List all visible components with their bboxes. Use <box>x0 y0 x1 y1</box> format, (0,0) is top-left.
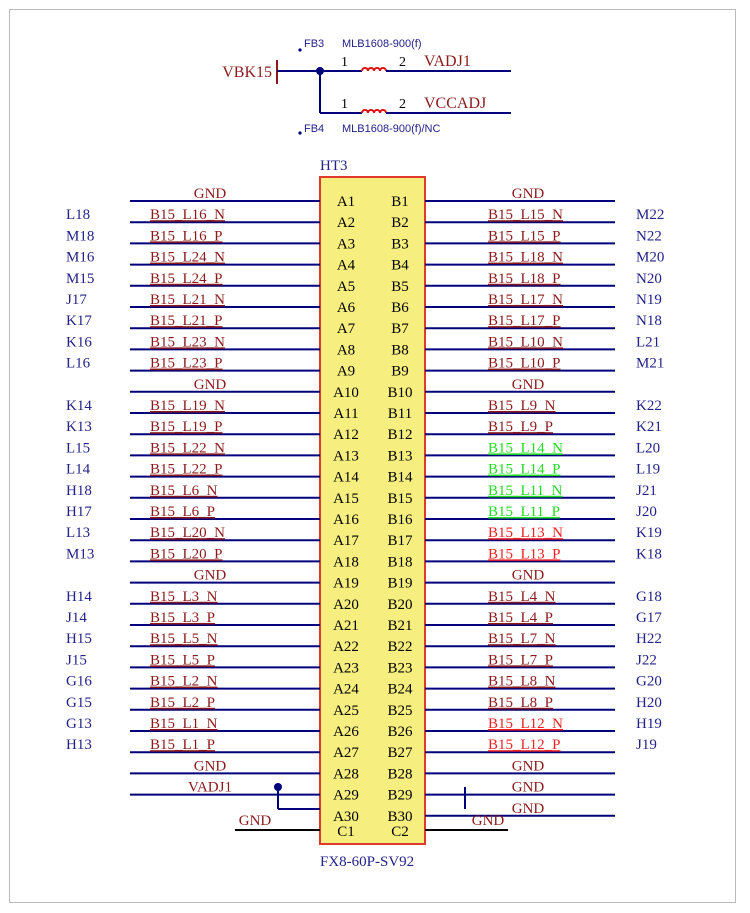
right-net-label: B15_L9_N <box>488 398 556 414</box>
left-net-label: B15_L19_N <box>150 398 225 414</box>
left-net-label: B15_L2_P <box>150 694 216 711</box>
right-ball-label: J22 <box>636 652 657 669</box>
pin-number-a: A26 <box>333 724 359 740</box>
right-ball-label: L19 <box>636 461 661 478</box>
pin-number-a: A8 <box>336 342 356 359</box>
pin-number-b: B26 <box>387 724 413 740</box>
pin-number-b: B23 <box>387 660 413 677</box>
right-net-label: B15_L13_N <box>488 525 563 542</box>
pin-number-b: B8 <box>391 342 409 359</box>
pin-number-a: A19 <box>333 575 359 592</box>
left-net-label: B15_L1_N <box>150 716 218 732</box>
connector-body <box>320 177 425 844</box>
left-net-label: B15_L23_P <box>150 355 223 372</box>
pin-number-b: B17 <box>387 533 413 550</box>
pin-number-a: A18 <box>333 554 359 571</box>
right-ball-label: K21 <box>636 419 662 436</box>
fb3-ref: FB3 <box>304 38 325 50</box>
right-net-label: B15_L14_P <box>488 461 561 478</box>
pin-number-a: A29 <box>333 787 359 804</box>
fb4-ref: FB4 <box>304 123 325 135</box>
pin-number-a: A13 <box>333 448 359 465</box>
fb4-pin1-number: 1 <box>341 97 348 112</box>
left-ball-label: M15 <box>66 270 95 287</box>
pin-number-a: A23 <box>333 660 359 677</box>
pin-number-a: A1 <box>336 194 356 210</box>
right-net-label: B15_L17_P <box>488 313 561 330</box>
pin-number-b: B13 <box>387 448 413 465</box>
pin-number-a: A10 <box>333 384 359 401</box>
right-ball-label: K18 <box>636 546 662 563</box>
pin-number-b: B12 <box>387 427 413 444</box>
pin-number-b: B10 <box>387 384 413 401</box>
left-net-label: B15_L6_P <box>150 504 216 520</box>
pin-number-a: A7 <box>336 321 356 338</box>
left-ball-label: L15 <box>66 440 91 457</box>
right-net-label: B15_L4_N <box>488 588 556 605</box>
right-net-label: B15_L12_P <box>488 737 561 754</box>
right-ball-label: G18 <box>636 588 662 605</box>
left-ball-label: H18 <box>66 482 92 499</box>
right-net-label: B15_L18_P <box>488 270 561 287</box>
pin-number-a: A3 <box>336 236 356 253</box>
pin-number-a: A14 <box>333 469 359 486</box>
right-net-label: B15_L15_N <box>488 207 563 224</box>
left-net-label: B15_L16_N <box>150 207 225 224</box>
pin-number-b: B19 <box>387 575 413 592</box>
right-net-label: B15_L18_N <box>488 249 563 266</box>
pin-number-b: B20 <box>387 596 413 613</box>
left-net-label: B15_L20_N <box>150 525 225 542</box>
right-ball-label: J20 <box>636 504 657 520</box>
left-ball-label: L14 <box>66 461 91 478</box>
right-net-label: B15_L10_N <box>488 334 563 351</box>
right-ball-label: M20 <box>636 249 665 266</box>
right-net-label: B15_L10_P <box>488 355 561 372</box>
left-ball-label: G13 <box>66 716 92 732</box>
fb4-pin1-dot <box>298 131 301 134</box>
right-net-label: GND <box>511 567 545 584</box>
left-ball-label: K13 <box>66 419 92 436</box>
right-net-label: B15_L7_P <box>488 652 554 669</box>
connector-part: FX8-60P-SV92 <box>320 854 415 870</box>
left-ball-label: H13 <box>66 737 92 754</box>
fb4-inductor-symbol <box>362 110 386 113</box>
left-ball-label: H14 <box>66 588 92 605</box>
left-net-label: B15_L19_P <box>150 419 223 436</box>
left-ball-label: H17 <box>66 504 92 520</box>
pin-number-b: B15 <box>387 490 413 507</box>
right-net-label: B15_L11_P <box>488 504 560 520</box>
left-net-label: B15_L3_N <box>150 588 218 605</box>
pin-number-b: B7 <box>391 321 409 338</box>
pin-number-a: A25 <box>333 702 359 719</box>
right-ball-label: N20 <box>636 270 662 287</box>
left-ball-label: M16 <box>66 249 95 266</box>
left-ball-label: L13 <box>66 525 91 542</box>
left-ball-label: G15 <box>66 694 92 711</box>
pin-number-b: B18 <box>387 554 413 571</box>
right-ball-label: N19 <box>636 292 662 308</box>
left-ball-label: L16 <box>66 355 91 372</box>
right-net-label: B15_L15_P <box>488 228 561 245</box>
right-ball-label: K22 <box>636 398 662 414</box>
right-net-label: GND <box>511 186 545 202</box>
pin-c1: C1 <box>337 824 355 840</box>
right-net-label: B15_L8_P <box>488 694 554 711</box>
right-ball-label: H19 <box>636 716 662 732</box>
pin-number-a: A5 <box>336 278 356 295</box>
pin-number-b: B29 <box>387 787 413 804</box>
left-net-label: B15_L2_N <box>150 673 218 690</box>
pin-number-b: B2 <box>391 215 409 232</box>
right-ball-label: N22 <box>636 228 662 245</box>
fb3-pin2-number: 2 <box>399 55 406 70</box>
pin-number-b: B16 <box>387 512 413 528</box>
right-net-label: GND <box>511 800 545 817</box>
pin-number-a: A9 <box>336 363 356 380</box>
left-net-label: B15_L23_N <box>150 334 225 351</box>
pin-number-b: B3 <box>391 236 409 253</box>
left-ball-label: K14 <box>66 398 92 414</box>
pin-number-b: B27 <box>387 745 413 762</box>
pin-number-a: A20 <box>333 596 359 613</box>
right-ball-label: G17 <box>636 610 662 626</box>
pin-number-b: B1 <box>391 194 409 210</box>
left-ball-label: J14 <box>66 610 87 626</box>
right-ball-label: J19 <box>636 737 657 754</box>
left-net-label: B15_L21_N <box>150 292 225 308</box>
pin-number-a: A22 <box>333 639 359 656</box>
right-net-label: GND <box>511 376 545 393</box>
pin-number-b: B4 <box>391 257 409 274</box>
pin-number-a: A16 <box>333 512 359 528</box>
right-net-label: B15_L11_N <box>488 482 563 499</box>
left-net-label: GND <box>193 376 227 393</box>
left-net-label: GND <box>193 758 227 775</box>
left-net-label: B15_L6_N <box>150 482 218 499</box>
pin-number-b: B6 <box>391 300 409 316</box>
connector-ref: HT3 <box>320 158 348 174</box>
pin-number-b: B25 <box>387 702 413 719</box>
left-net-label: B15_L22_N <box>150 440 225 457</box>
pin-number-a: A30 <box>333 808 359 825</box>
fb3-out-net: VADJ1 <box>424 53 471 70</box>
left-net-label: GND <box>193 186 227 202</box>
pin-number-a: A4 <box>336 257 356 274</box>
right-ball-label: L20 <box>636 440 661 457</box>
left-ball-label: K17 <box>66 313 92 330</box>
fb3-pin1-dot <box>298 48 301 51</box>
right-net-label: B15_L8_N <box>488 673 556 690</box>
pin-number-a: A24 <box>333 681 359 698</box>
pin-number-a: A27 <box>333 745 359 762</box>
right-net-label: GND <box>511 779 545 796</box>
right-ball-label: N18 <box>636 313 662 330</box>
pin-number-a: A21 <box>333 618 359 634</box>
right-net-label: B15_L17_N <box>488 292 563 308</box>
right-ball-label: J21 <box>636 482 657 499</box>
pin-number-b: B9 <box>391 363 409 380</box>
right-ball-label: H22 <box>636 631 662 648</box>
left-net-label: B15_L20_P <box>150 546 223 563</box>
left-net-label: B15_L5_P <box>150 652 216 669</box>
pin-number-b: B28 <box>387 766 413 783</box>
right-net-label: B15_L9_P <box>488 419 554 436</box>
left-ball-label: G16 <box>66 673 92 690</box>
right-ball-label: K19 <box>636 525 662 542</box>
pin-number-b: B5 <box>391 278 409 295</box>
pin-number-a: A15 <box>333 490 359 507</box>
pin-number-b: B24 <box>387 681 413 698</box>
right-ball-label: L21 <box>636 334 661 351</box>
junction-dot-vadj <box>274 783 282 791</box>
fb4-out-net: VCCADJ <box>424 95 487 112</box>
right-net-label: GND <box>511 758 545 775</box>
right-net-label: B15_L13_P <box>488 546 561 563</box>
left-ball-label: K16 <box>66 334 92 351</box>
pin-number-b: B21 <box>387 618 413 634</box>
left-ball-label: M18 <box>66 228 95 245</box>
pin-number-b: B30 <box>387 808 413 825</box>
pin-number-a: A2 <box>336 215 356 232</box>
left-net-label: B15_L21_P <box>150 313 223 330</box>
c2-gnd-label: GND <box>471 813 505 829</box>
pin-number-a: A28 <box>333 766 359 783</box>
left-net-label: B15_L24_N <box>150 249 225 266</box>
source-net-label: VBK15 <box>222 64 272 81</box>
left-ball-label: J17 <box>66 292 87 308</box>
right-ball-label: G20 <box>636 673 662 690</box>
fb3-pin1-number: 1 <box>341 55 348 70</box>
fb3-inductor-symbol <box>362 68 386 71</box>
left-ball-label: H15 <box>66 631 92 648</box>
right-ball-label: M22 <box>636 207 665 224</box>
left-net-label: VADJ1 <box>188 779 232 796</box>
right-net-label: B15_L7_N <box>488 631 556 648</box>
pin-number-b: B22 <box>387 639 413 656</box>
left-net-label: B15_L3_P <box>150 610 216 626</box>
pin-number-a: A17 <box>333 533 359 550</box>
ferrite-bead-circuit <box>222 38 511 135</box>
left-net-label: B15_L1_P <box>150 737 216 754</box>
left-net-label: GND <box>193 567 227 584</box>
left-net-label: B15_L22_P <box>150 461 223 478</box>
pin-number-a: A6 <box>336 300 356 316</box>
pin-c2: C2 <box>391 824 409 840</box>
pin-number-a: A12 <box>333 427 359 444</box>
right-ball-label: H20 <box>636 694 662 711</box>
fb4-pin2-number: 2 <box>399 97 406 112</box>
right-ball-label: M21 <box>636 355 665 372</box>
left-net-label: B15_L5_N <box>150 631 218 648</box>
pin-number-b: B11 <box>387 406 413 422</box>
left-net-label: B15_L16_P <box>150 228 223 245</box>
pin-number-b: B14 <box>387 469 413 486</box>
right-net-label: B15_L12_N <box>488 716 563 732</box>
left-ball-label: L18 <box>66 207 91 224</box>
right-net-label: B15_L4_P <box>488 610 554 626</box>
left-ball-label: J15 <box>66 652 87 669</box>
left-net-label: B15_L24_P <box>150 270 223 287</box>
c1-gnd-label: GND <box>238 813 272 829</box>
fb4-part: MLB1608-900(f)/NC <box>342 123 441 135</box>
left-ball-label: M13 <box>66 546 95 563</box>
fb3-part: MLB1608-900(f) <box>342 38 422 50</box>
pin-number-a: A11 <box>333 406 359 422</box>
right-net-label: B15_L14_N <box>488 440 563 457</box>
